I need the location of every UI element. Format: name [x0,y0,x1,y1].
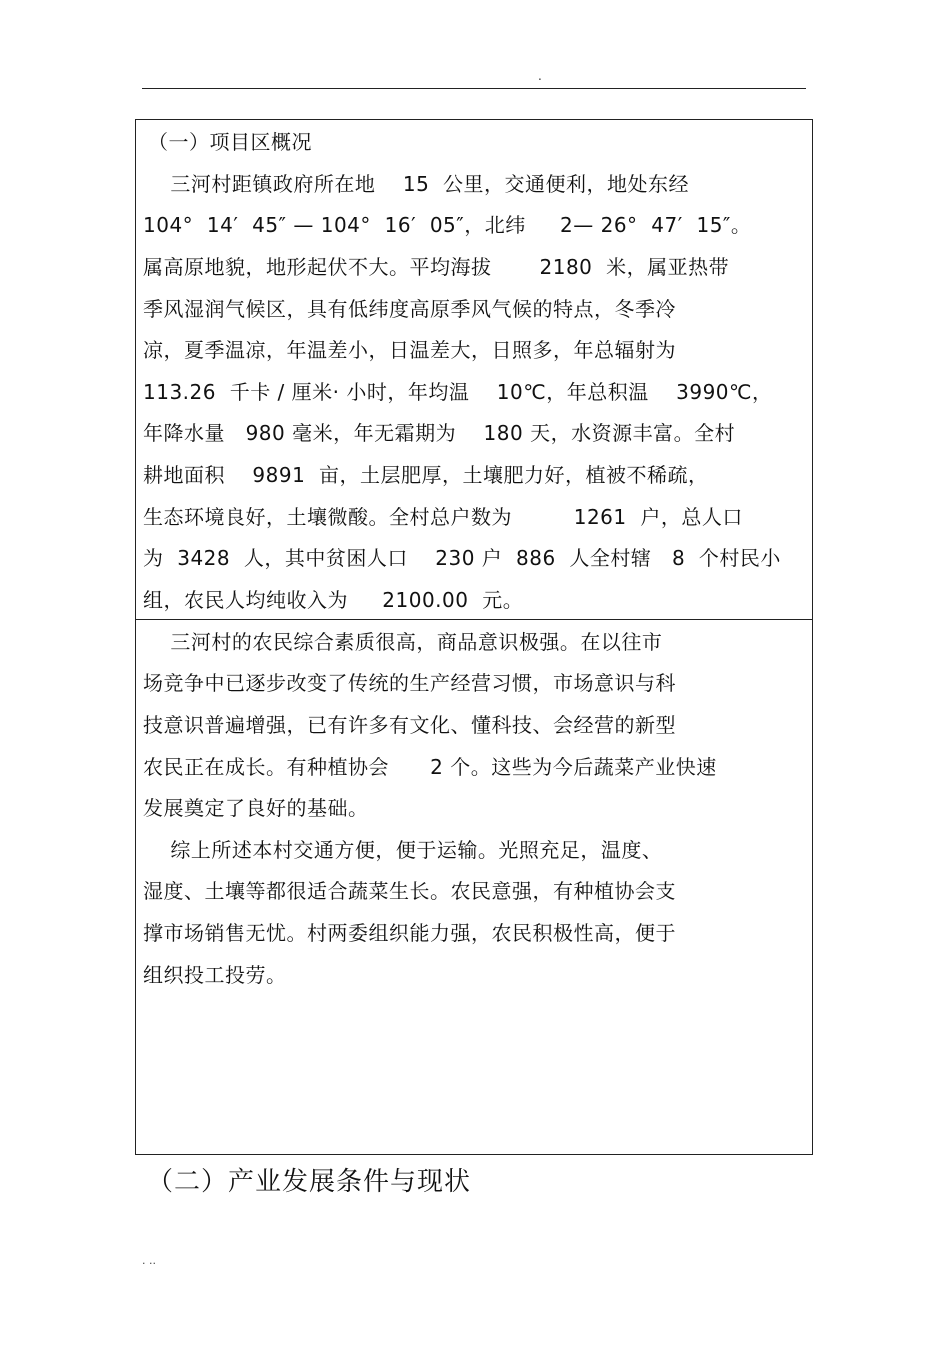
cell1-line-7: 年降水量 980 毫米，年无霜期为 180 天，水资源丰富。全村 [143,421,736,445]
cell2-line-1: 三河村的农民综合素质很高，商品意识极强。在以往市 [143,630,663,654]
cell2-line-3: 技意识普遍增强，已有许多有文化、懂科技、会经营的新型 [143,713,676,737]
cell2-line-4: 农民正在成长。有种植协会 2 个。这些为今后蔬菜产业快速 [143,755,717,779]
header-rule [142,88,806,89]
cell1-line-5: 凉，夏季温凉，年温差小，日温差大，日照多，年总辐射为 [143,338,676,362]
cell1-line-11: 组，农民人均纯收入为 2100.00 元。 [143,588,524,612]
cell1-line-10: 为 3428 人，其中贫困人口 230 户 886 人全村辖 8 个村民小 [143,546,781,570]
header-dot: . [538,69,542,83]
footer-dots: . .. [142,1254,156,1267]
cell1-line-1: 三河村距镇政府所在地 15 公里，交通便利，地处东经 [143,172,690,196]
cell1-heading: （一）项目区概况 [148,130,312,154]
cell2-line-7: 湿度、土壤等都很适合蔬菜生长。农民意强，有种植协会支 [143,879,676,903]
cell-divider [136,619,812,620]
cell1-line-9: 生态环境良好，土壤微酸。全村总户数为 1261 户，总人口 [143,505,743,529]
section-heading-2: （二）产业发展条件与现状 [147,1167,472,1197]
cell1-line-4: 季风湿润气候区，具有低纬度高原季风气候的特点，冬季冷 [143,297,676,321]
cell2-line-9: 组织投工投劳。 [143,963,287,987]
cell1-line-8: 耕地面积 9891 亩，土层肥厚，土壤肥力好，植被不稀疏， [143,463,709,487]
cell2-line-6: 综上所述本村交通方便，便于运输。光照充足，温度、 [143,838,663,862]
cell2-line-8: 撑市场销售无忧。村两委组织能力强，农民积极性高，便于 [143,921,676,945]
cell2-line-2: 场竞争中已逐步改变了传统的生产经营习惯，市场意识与科 [143,671,676,695]
cell1-line-2: 104° 14′ 45″ — 104° 16′ 05″，北纬 2— 26° 47′ 15″。 [143,213,752,237]
cell1-line-6: 113.26 千卡 / 厘米· 小时，年均温 10℃，年总积温 3990℃， [143,380,773,404]
cell1-line-3: 属高原地貌，地形起伏不大。平均海拔 2180 米，属亚热带 [143,255,730,279]
cell2-line-5: 发展奠定了良好的基础。 [143,796,369,820]
